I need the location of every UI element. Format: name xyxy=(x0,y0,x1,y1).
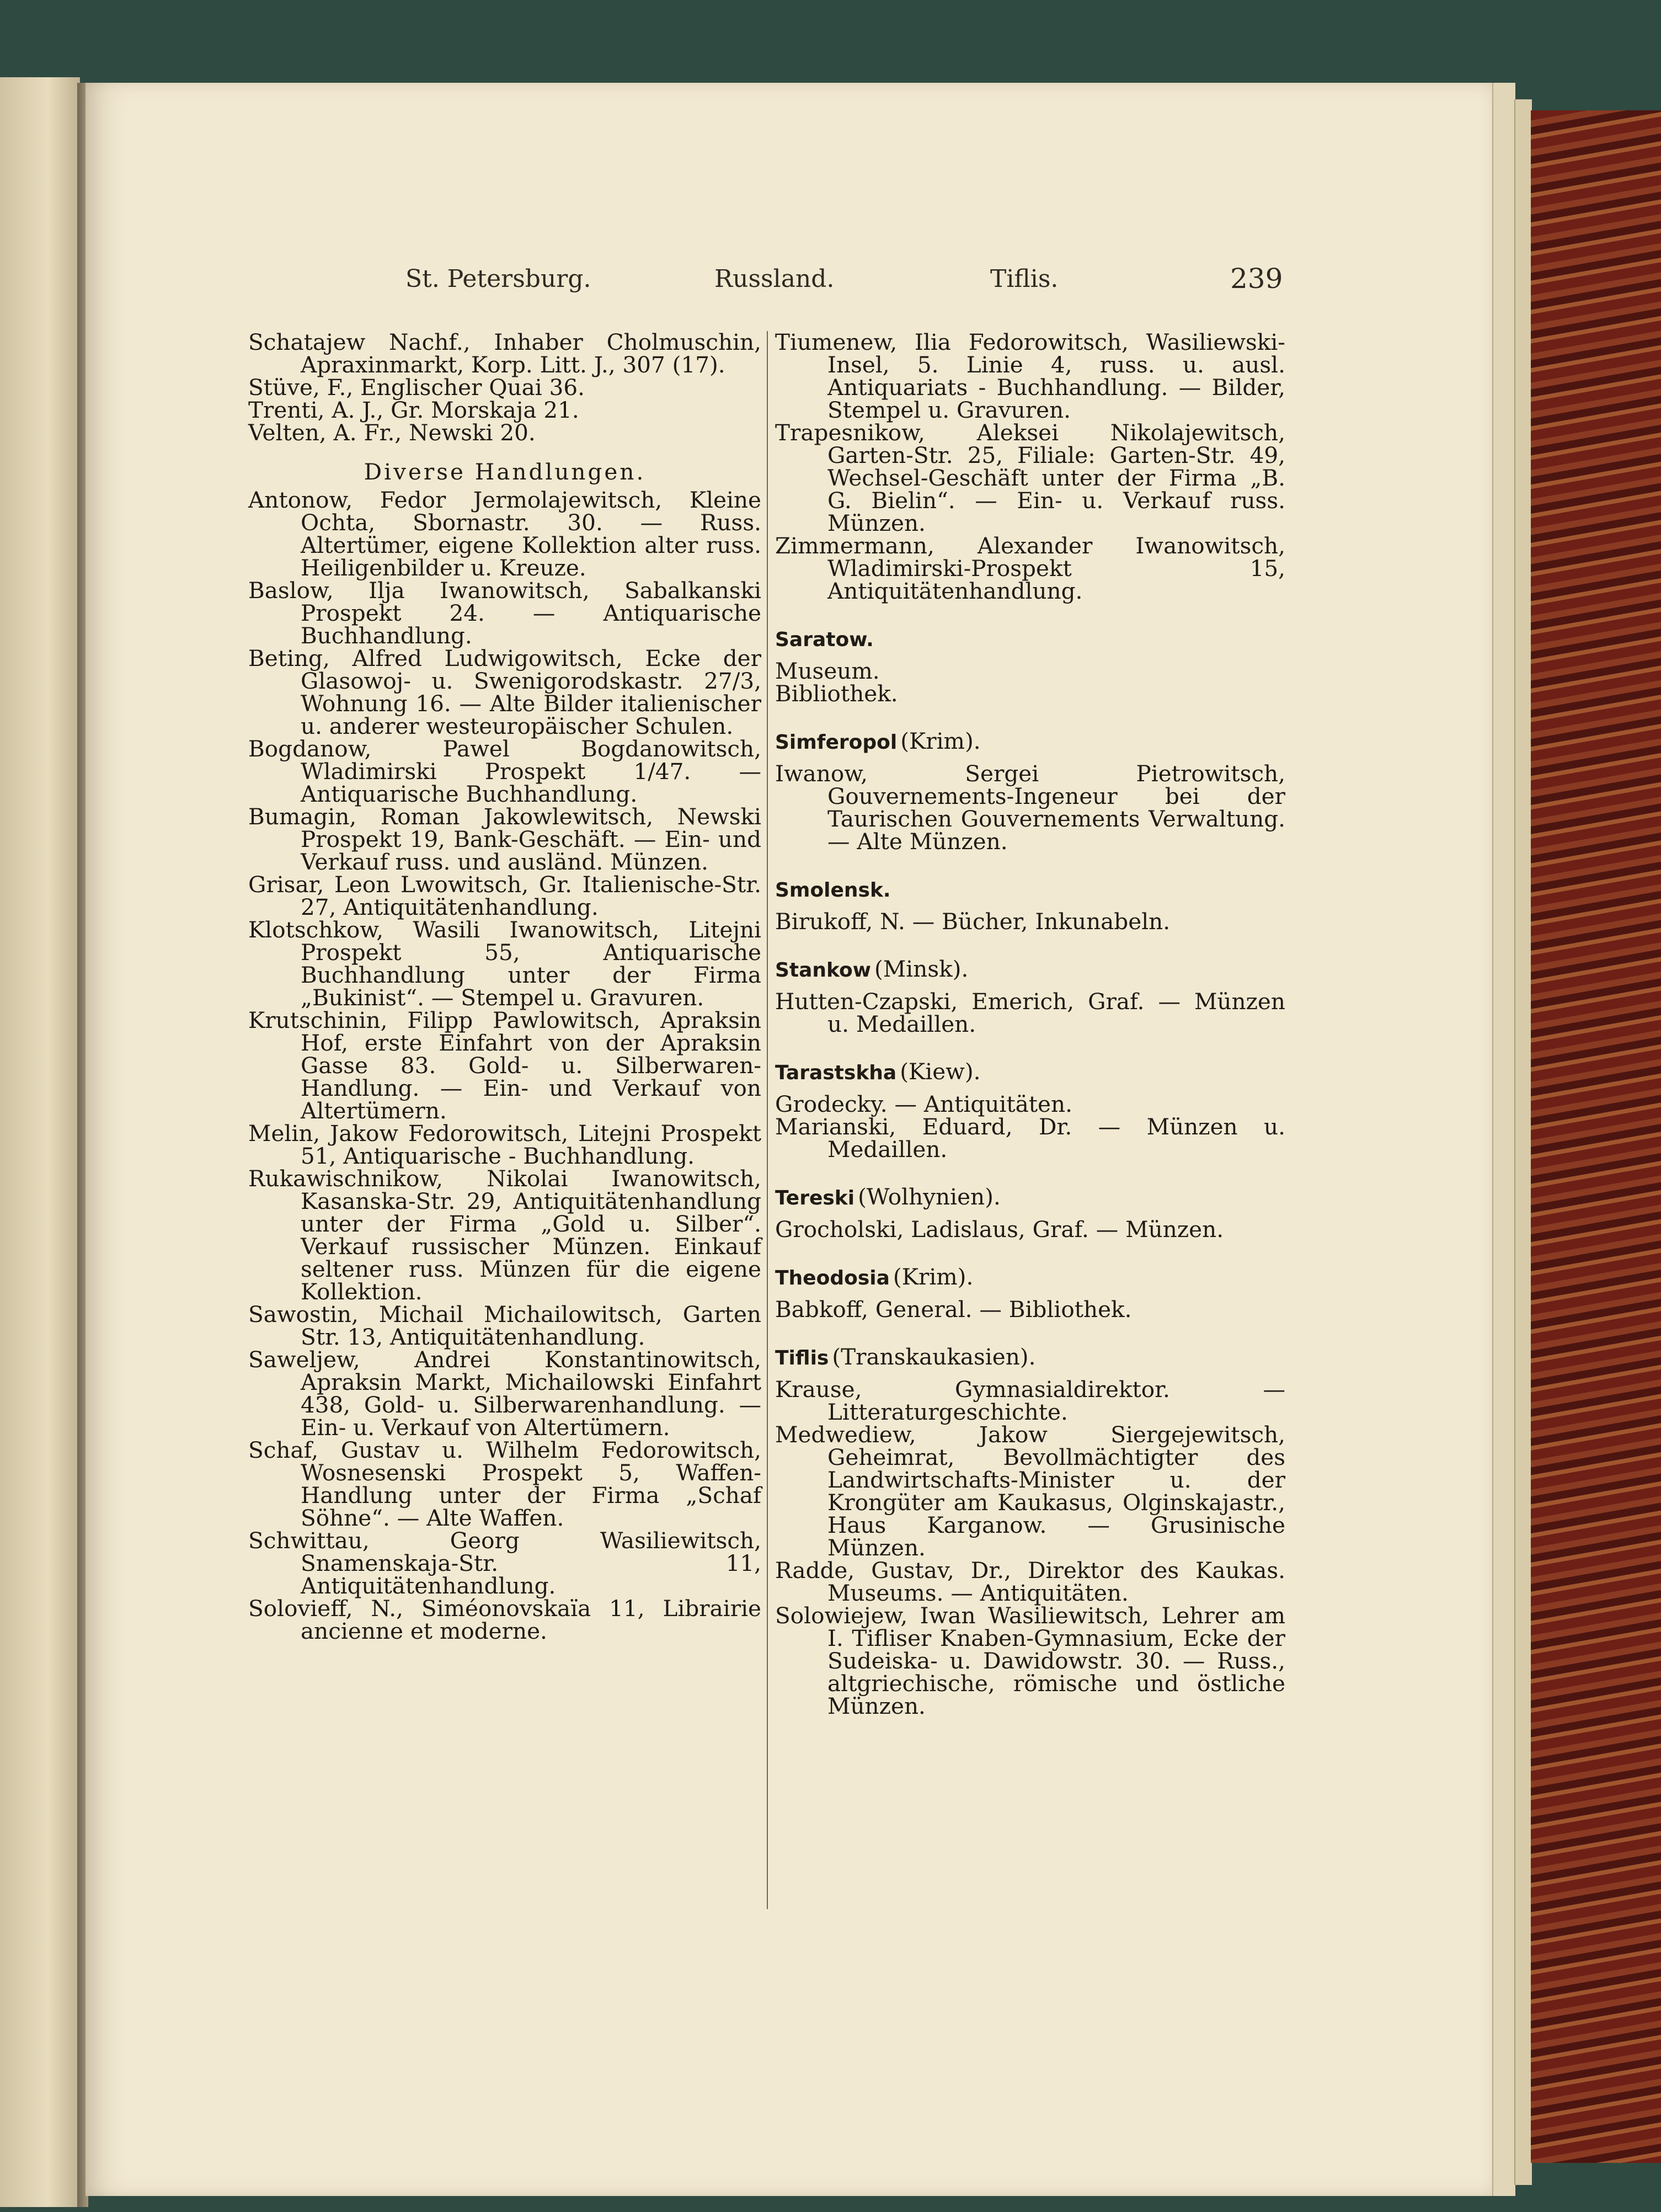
running-head-right: Tiflis. xyxy=(990,265,1059,293)
page-number: 239 xyxy=(1230,263,1283,295)
list-entry: Schaf, Gustav u. Wilhelm Fedorowitsch, Wosnesenski Prospekt 5, Waffen-Handlung unter der Firma „Schaf Söhne“. — Alte Waffen. xyxy=(248,1437,761,1531)
list-entry: Museum. xyxy=(775,658,880,684)
list-entry: Antonow, Fedor Jermolajewitsch, Kleine Ochta, Sbornastr. 30. — Russ. Altertümer, eigene Kollektion alter russ. Heiligenbilder u. Kreuze. xyxy=(248,487,761,581)
list-entry: Melin, Jakow Fedorowitsch, Litejni Prospekt 51, Antiquarische - Buchhandlung. xyxy=(248,1120,761,1169)
list-entry: Velten, A. Fr., Newski 20. xyxy=(248,419,536,446)
place-section xyxy=(775,730,1285,853)
list-entry: Iwanow, Sergei Pietrowitsch, Gouvernements-Ingeneur bei der Taurischen Gouvernements Verwaltung. — Alte Münzen. xyxy=(775,760,1285,855)
list-entry: Babkoff, General. — Bibliothek. xyxy=(775,1296,1132,1323)
list-entry: Radde, Gustav, Dr., Direktor des Kaukas. Museums. — Antiquitäten. xyxy=(775,1557,1285,1606)
list-entry: Sawostin, Michail Michailowitsch, Garten Str. 13, Antiquitätenhandlung. xyxy=(248,1301,761,1350)
list-entry: Bibliothek. xyxy=(775,680,898,707)
list-entry: Rukawischnikow, Nikolai Iwanowitsch, Kasanska-Str. 29, Antiquitätenhandlung unter der Firma „Gold u. Silber“. Verkauf russischer Münzen. Einkauf seltener russ. Münzen für die eigene Kollektion. xyxy=(248,1165,761,1305)
list-entry: Hutten-Czapski, Emerich, Graf. — Münzen u. Medaillen. xyxy=(775,988,1285,1037)
list-entry: Beting, Alfred Ludwigowitsch, Ecke der Glasowoj- u. Swenigorodskastr. 27/3, Wohnung 16. — Alte Bilder italienischer u. anderer westeuropäischer Schulen. xyxy=(248,645,761,739)
marbled-cover xyxy=(1531,110,1661,2163)
place-heading xyxy=(775,878,1285,902)
list-entry: Grisar, Leon Lwowitsch, Gr. Italienische-Str. 27, Antiquitätenhandlung. xyxy=(248,871,761,920)
place-section xyxy=(775,1186,1285,1241)
place-heading xyxy=(775,730,1285,754)
list-entry: Medwediew, Jakow Siergejewitsch, Geheimrat, Bevollmächtigter des Landwirtschafts-Minister u. der Krongüter am Kaukasus, Olginskajastr., Haus Karganow. — Grusinische Münzen. xyxy=(775,1421,1285,1561)
list-entry: Baslow, Ilja Iwanowitsch, Sabalkanski Prospekt 24. — Antiquarische Buchhandlung. xyxy=(248,577,761,649)
running-head xyxy=(405,265,1296,303)
place-heading xyxy=(775,1186,1285,1209)
list-entry: Schwittau, Georg Wasiliewitsch, Snamenskaja-Str. 11, Antiquitätenhandlung. xyxy=(248,1527,761,1599)
list-entry: Tiumenew, Ilia Fedorowitsch, Wasiliewski-Insel, 5. Linie 4, russ. u. ausl. Antiquariats - Buchhandlung. — Bilder, Stempel u. Gravuren. xyxy=(775,329,1285,423)
list-entry: Birukoff, N. — Bücher, Inkunabeln. xyxy=(775,908,1171,935)
list-entry: Saweljew, Andrei Konstantinowitsch, Apraksin Markt, Michailowski Einfahrt 438, Gold- u. Silberwarenhandlung. — Ein- u. Verkauf von Altertümern. xyxy=(248,1346,761,1441)
place-heading xyxy=(775,1346,1285,1369)
list-entry: Grocholski, Ladislaus, Graf. — Münzen. xyxy=(775,1216,1224,1243)
place-heading xyxy=(775,1266,1285,1289)
place-heading xyxy=(775,958,1285,982)
left-entries xyxy=(248,489,761,1643)
place-name: Theodosia xyxy=(775,1267,890,1289)
list-entry: Zimmermann, Alexander Iwanowitsch, Wladimirski-Prospekt 15, Antiquitätenhandlung. xyxy=(775,532,1285,604)
place-name: Tiflis xyxy=(775,1347,829,1369)
place-region: (Kiew). xyxy=(900,1058,981,1085)
column-divider xyxy=(767,331,768,1909)
list-entry: Marianski, Eduard, Dr. — Münzen u. Medaillen. xyxy=(775,1113,1285,1163)
place-heading xyxy=(775,627,1285,651)
place-name: Simferopol xyxy=(775,731,898,754)
place-section xyxy=(775,958,1285,1036)
place-section xyxy=(775,1060,1285,1161)
place-name: Tereski xyxy=(775,1187,855,1209)
place-section xyxy=(775,1346,1285,1718)
place-region: (Krim). xyxy=(893,1264,974,1290)
right-column xyxy=(775,331,1285,1718)
list-entry: Solovieff, N., Siméonovskaïa 11, Librairie ancienne et moderne. xyxy=(248,1595,761,1644)
running-head-center: Russland. xyxy=(714,265,835,293)
list-entry: Stüve, F., Englischer Quai 36. xyxy=(248,374,585,401)
left-column xyxy=(248,331,761,1643)
list-entry: Bumagin, Roman Jakowlewitsch, Newski Prospekt 19, Bank-Geschäft. — Ein- und Verkauf russ. und ausländ. Münzen. xyxy=(248,803,761,875)
left-top-entries xyxy=(248,331,761,444)
place-region: (Wolhynien). xyxy=(858,1184,1001,1210)
list-entry: Schatajew Nachf., Inhaber Cholmuschin, Apraxinmarkt, Korp. Litt. J., 307 (17). xyxy=(248,329,761,378)
facing-page-edge xyxy=(0,77,80,2207)
place-section xyxy=(775,1266,1285,1321)
place-region: (Minsk). xyxy=(874,956,969,982)
page-stack-edge xyxy=(1492,83,1515,2196)
place-name: Stankow xyxy=(775,959,872,982)
page-stack-edge-back xyxy=(1514,99,1532,2185)
place-region: (Transkaukasien). xyxy=(832,1344,1036,1370)
list-entry: Grodecky. — Antiquitäten. xyxy=(775,1091,1072,1117)
place-section xyxy=(775,627,1285,705)
list-entry: Klotschkow, Wasili Iwanowitsch, Litejni Prospekt 55, Antiquarische Buchhandlung unter der Firma „Bukinist“. — Stempel u. Gravuren. xyxy=(248,916,761,1011)
place-sections xyxy=(775,627,1285,1718)
right-top-entries xyxy=(775,331,1285,603)
section-heading: Diverse Handlungen. xyxy=(364,459,646,485)
list-entry: Krutschinin, Filipp Pawlowitsch, Apraksin Hof, erste Einfahrt von der Apraksin Gasse 83. Gold- u. Silberwaren-Handlung. — Ein- und Verkauf von Altertümern. xyxy=(248,1007,761,1124)
list-entry: Bogdanow, Pawel Bogdanowitsch, Wladimirski Prospekt 1/47. — Antiquarische Buchhandlung. xyxy=(248,735,761,807)
list-entry: Krause, Gymnasialdirektor. — Litteraturgeschichte. xyxy=(775,1376,1285,1425)
list-entry: Solowiejew, Iwan Wasiliewitsch, Lehrer am I. Tifliser Knaben-Gymnasium, Ecke der Sudeiska- u. Dawidowstr. 30. — Russ., altgriechische, römische und östliche Münzen. xyxy=(775,1602,1285,1719)
running-head-left: St. Petersburg. xyxy=(405,265,591,293)
place-section xyxy=(775,878,1285,933)
place-region: (Krim). xyxy=(900,728,981,754)
place-name: Saratow. xyxy=(775,628,874,651)
place-name: Smolensk. xyxy=(775,879,891,902)
list-entry: Trapesnikow, Aleksei Nikolajewitsch, Garten-Str. 25, Filiale: Garten-Str. 49, Wechsel-Geschäft unter der Firma „B. G. Bielin“. — Ein- u. Verkauf russ. Münzen. xyxy=(775,419,1285,536)
list-entry: Trenti, A. J., Gr. Morskaja 21. xyxy=(248,397,579,423)
place-name: Tarastskha xyxy=(775,1062,897,1084)
place-heading xyxy=(775,1060,1285,1084)
